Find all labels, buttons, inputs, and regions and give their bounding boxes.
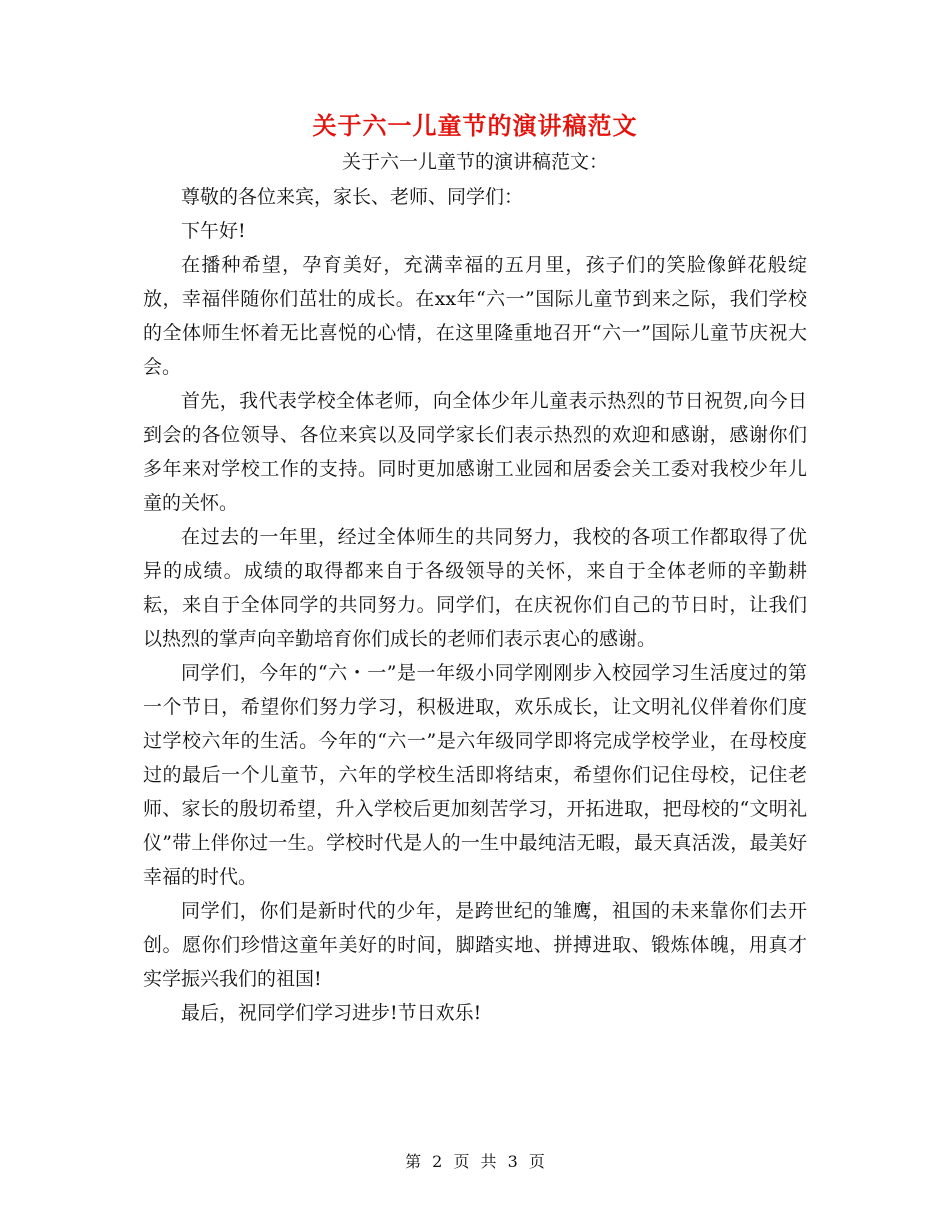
paragraph-greeting: 尊敬的各位来宾，家长、老师、同学们： <box>181 186 524 208</box>
paragraph-salutation: 下午好! <box>181 220 246 242</box>
document-subtitle: 关于六一儿童节的演讲稿范文： <box>341 151 608 173</box>
page-number-footer: 第 2 页 共 3 页 <box>405 1152 545 1171</box>
paragraph-closing: 最后，祝同学们学习进步!节日欢乐! <box>181 1002 482 1024</box>
document-body <box>143 180 807 1030</box>
paragraph: 同学们，今年的“六・一”是一年级小同学刚刚步入校园学习生活度过的第一个节日，希望你们努力学习，积极进取，欢乐成长，让文明礼仪伴着你们度过学校六年的生活。今年的“六一”是六年级同学即将完成学校学业，在母校度过的最后一个儿童节，六年的学校生活即将结束，希望你们记住母校，记住老师、家长的殷切希望，升入学校后更加刻苦学习，开拓进取，把母校的“文明礼仪”带上伴你过一生。学校时代是人的一生中最纯洁无暇，最天真活泼，最美好幸福的时代。 <box>143 662 807 888</box>
paragraph: 在播种希望，孕育美好，充满幸福的五月里，孩子们的笑脸像鲜花般绽放，幸福伴随你们茁壮的成长。在xx年“六一”国际儿童节到来之际，我们学校的全体师生怀着无比喜悦的心情，在这里隆重地召开“六一”国际儿童节庆祝大会。 <box>143 254 807 378</box>
paragraph: 在过去的一年里，经过全体师生的共同努力，我校的各项工作都取得了优异的成绩。成绩的取得都来自于各级领导的关怀，来自于全体老师的辛勤耕耘，来自于全体同学的共同努力。同学们，在庆祝你们自己的节日时，让我们以热烈的掌声向辛勤培育你们成长的老师们表示衷心的感谢。 <box>143 526 807 650</box>
document-title: 关于六一儿童节的演讲稿范文 <box>312 111 638 140</box>
paragraph: 同学们，你们是新时代的少年，是跨世纪的雏鹰，祖国的未来靠你们去开创。愿你们珍惜这童年美好的时间，脚踏实地、拼搏进取、锻炼体魄，用真才实学振兴我们的祖国! <box>143 900 807 990</box>
paragraph: 首先，我代表学校全体老师，向全体少年儿童表示热烈的节日祝贺,向今日到会的各位领导、各位来宾以及同学家长们表示热烈的欢迎和感谢，感谢你们多年来对学校工作的支持。同时更加感谢工业园和居委会关工委对我校少年儿童的关怀。 <box>143 390 807 514</box>
